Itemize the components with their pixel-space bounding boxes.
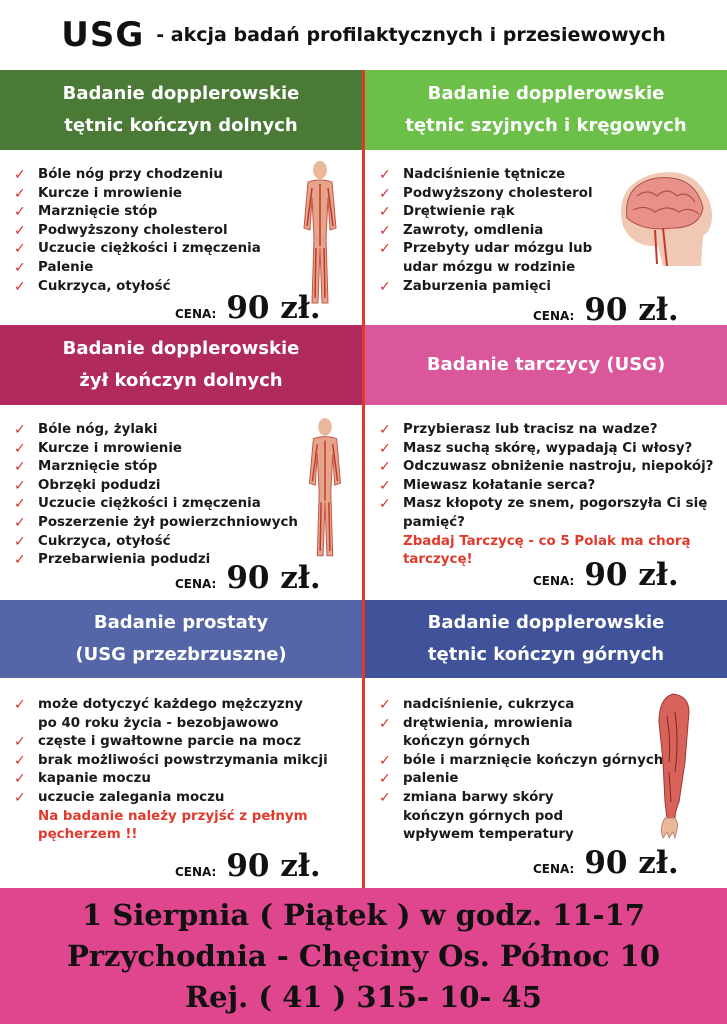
symptom-list — [379, 421, 713, 570]
list-item: kończyn górnych pod — [403, 808, 564, 824]
panel-arteries-upper-limbs — [365, 600, 727, 888]
check-icon: ✓ — [379, 204, 391, 221]
panel-title-line2: tętnic szyjnych i kręgowych — [405, 115, 687, 136]
check-icon: ✓ — [14, 167, 26, 183]
list-item: ✓ zmiana barwy skóry — [379, 789, 554, 806]
check-icon: ✓ — [14, 459, 26, 476]
check-icon: ✓ — [14, 789, 26, 806]
list-item: wpływem temperatury — [403, 827, 574, 843]
check-icon: ✓ — [379, 496, 391, 513]
list-item: ✓ Kurcze i mrowienie — [14, 440, 183, 457]
check-icon: ✓ — [379, 278, 391, 295]
panel-title-line1: Badanie dopplerowskie — [62, 338, 300, 359]
check-icon: ✓ — [379, 459, 391, 476]
list-item: ✓ kapanie moczu — [14, 771, 151, 788]
price-label: CENA: — [175, 865, 217, 879]
check-icon: ✓ — [14, 552, 26, 569]
price — [175, 848, 321, 884]
event-location: Przychodnia - Chęciny Os. Północ 10 — [66, 938, 661, 973]
list-item: ✓ Marznięcie stóp — [14, 459, 158, 476]
list-item: ✓ Przebyty udar mózgu lub — [379, 241, 593, 258]
price — [175, 560, 321, 596]
list-item: ✓ Kurcze i mrowienie — [14, 185, 183, 202]
price-value: 90 zł. — [226, 290, 321, 325]
list-item: ✓ Podwyższony cholesterol — [14, 222, 228, 239]
list-item: ✓ może dotyczyć każdego mężczyzny — [14, 697, 303, 713]
price-value: 90 zł. — [584, 292, 679, 325]
page-header — [0, 0, 727, 70]
panel-veins-lower-limbs — [0, 325, 362, 600]
panel-title-line1: Badanie tarczycy (USG) — [426, 354, 666, 375]
symptom-list — [14, 166, 261, 296]
price-value: 90 zł. — [584, 557, 679, 593]
check-icon: ✓ — [14, 533, 26, 550]
list-item: ✓ Zawroty, omdlenia — [379, 222, 544, 239]
arm-muscles-illustration — [645, 692, 695, 840]
list-item: ✓ nadciśnienie, cukrzyca — [379, 697, 575, 713]
check-icon: ✓ — [14, 771, 26, 788]
check-icon: ✓ — [379, 222, 391, 239]
list-item: ✓ Cukrzyca, otyłość — [14, 278, 171, 295]
check-icon: ✓ — [14, 422, 26, 438]
panel-header — [365, 70, 727, 150]
check-icon: ✓ — [14, 697, 26, 713]
check-icon: ✓ — [14, 241, 26, 258]
check-icon: ✓ — [379, 422, 391, 438]
page-subtitle: - akcja badań profilaktycznych i przesiewowych — [156, 24, 666, 46]
symptom-list — [14, 421, 298, 570]
body-veins-illustration — [294, 413, 356, 563]
list-item: kończyn górnych — [403, 734, 531, 750]
list-item: ✓ Uczucie ciężkości i zmęczenia — [14, 241, 261, 258]
list-item: ✓ Podwyższony cholesterol — [379, 185, 593, 202]
panel-title-line2: (USG przezbrzuszne) — [75, 644, 287, 665]
note-line: Zbadaj Tarczycę - co 5 Polak ma chorą — [403, 533, 691, 549]
panel-arteries-lower-limbs — [0, 70, 362, 325]
list-item: ✓ częste i gwałtowne parcie na mocz — [14, 734, 302, 751]
note-line: Na badanie należy przyjść z pełnym — [38, 808, 308, 824]
list-item: ✓ uczucie zalegania moczu — [14, 789, 225, 806]
list-item: ✓ Poszerzenie żył powierzchniowych — [14, 514, 298, 531]
panel-title-line1: Badanie dopplerowskie — [427, 612, 665, 633]
check-icon: ✓ — [379, 697, 391, 713]
panel-thyroid — [365, 325, 727, 600]
check-icon: ✓ — [379, 477, 391, 494]
list-item: ✓ brak możliwości powstrzymania mikcji — [14, 752, 328, 769]
list-item: ✓ Nadciśnienie tętnicze — [379, 167, 566, 183]
list-item: ✓ Drętwienie rąk — [379, 204, 515, 221]
list-item: ✓ drętwienia, mrowienia — [379, 715, 573, 732]
list-item: ✓ Zaburzenia pamięci — [379, 278, 551, 295]
check-icon: ✓ — [379, 185, 391, 202]
registration-phone: Rej. ( 41 ) 315- 10- 45 — [185, 979, 542, 1014]
check-icon: ✓ — [14, 440, 26, 457]
column-divider — [362, 70, 365, 888]
check-icon: ✓ — [14, 185, 26, 202]
price-value: 90 zł. — [226, 848, 321, 884]
list-item: ✓ Przybierasz lub tracisz na wadze? — [379, 422, 658, 438]
panel-title-line1: Badanie dopplerowskie — [427, 83, 665, 104]
list-item: udar mózgu w rodzinie — [403, 259, 576, 275]
price — [533, 845, 679, 881]
check-icon: ✓ — [14, 259, 26, 276]
check-icon: ✓ — [379, 789, 391, 806]
check-icon: ✓ — [14, 514, 26, 531]
panel-title-line1: Badanie dopplerowskie — [62, 83, 300, 104]
note-line: pęcherzem !! — [38, 827, 138, 843]
panel-title-line2: żył kończyn dolnych — [79, 370, 283, 391]
head-brain-illustration — [603, 166, 721, 270]
price — [533, 292, 679, 325]
list-item: pamięć? — [403, 514, 465, 530]
price-label: CENA: — [175, 307, 217, 321]
panel-title-line2: tętnic kończyn górnych — [427, 644, 665, 665]
check-icon: ✓ — [379, 752, 391, 769]
check-icon: ✓ — [379, 167, 391, 183]
event-date: 1 Sierpnia ( Piątek ) w godz. 11-17 — [82, 897, 645, 932]
list-item: ✓ Miewasz kołatanie serca? — [379, 477, 596, 494]
check-icon: ✓ — [14, 204, 26, 221]
list-item: ✓ Palenie — [14, 259, 94, 276]
check-icon: ✓ — [14, 222, 26, 239]
panel-header — [0, 70, 362, 150]
check-icon: ✓ — [14, 477, 26, 494]
check-icon: ✓ — [14, 278, 26, 295]
check-icon: ✓ — [14, 496, 26, 513]
check-icon: ✓ — [379, 771, 391, 788]
price-label: CENA: — [533, 309, 575, 323]
symptom-list — [379, 696, 663, 845]
list-item: ✓ Przebarwienia podudzi — [14, 552, 211, 569]
list-item: ✓ Marznięcie stóp — [14, 204, 158, 221]
list-item: ✓ Bóle nóg przy chodzeniu — [14, 167, 223, 183]
page-title: USG — [61, 15, 145, 55]
list-item: ✓ Bóle nóg, żylaki — [14, 422, 158, 438]
panel-title-line2: tętnic kończyn dolnych — [64, 115, 298, 136]
price-value: 90 zł. — [226, 560, 321, 596]
price — [175, 290, 321, 325]
panel-header — [0, 600, 362, 678]
panel-title-line1: Badanie prostaty — [93, 612, 269, 633]
list-item: ✓ Odczuwasz obniżenie nastroju, niepokój? — [379, 459, 714, 476]
list-item: po 40 roku życia - bezobjawowo — [38, 715, 279, 731]
check-icon: ✓ — [379, 715, 391, 732]
list-item: ✓ palenie — [379, 771, 459, 788]
price-label: CENA: — [533, 862, 575, 876]
list-item: ✓ Uczucie ciężkości i zmęczenia — [14, 496, 261, 513]
panel-carotid-arteries — [365, 70, 727, 325]
price — [533, 557, 679, 593]
price-value: 90 zł. — [584, 845, 679, 881]
panel-header — [365, 325, 727, 405]
list-item: ✓ Obrzęki podudzi — [14, 477, 161, 494]
list-item: ✓ bóle i marznięcie kończyn górnych — [379, 752, 664, 769]
panel-header — [365, 600, 727, 678]
check-icon: ✓ — [379, 440, 391, 457]
check-icon: ✓ — [379, 241, 391, 258]
panel-prostate — [0, 600, 362, 888]
symptom-list — [379, 166, 593, 296]
price-label: CENA: — [175, 577, 217, 591]
list-item: ✓ Masz suchą skórę, wypadają Ci włosy? — [379, 440, 693, 457]
price-label: CENA: — [533, 574, 575, 588]
event-footer — [0, 888, 727, 1024]
list-item: ✓ Masz kłopoty ze snem, pogorszyła Ci się — [379, 496, 708, 513]
panel-header — [0, 325, 362, 405]
check-icon: ✓ — [14, 734, 26, 751]
note-line: tarczycę! — [403, 552, 473, 568]
symptom-list — [14, 696, 328, 845]
body-circulation-illustration — [288, 158, 352, 308]
check-icon: ✓ — [14, 752, 26, 769]
list-item: ✓ Cukrzyca, otyłość — [14, 533, 171, 550]
